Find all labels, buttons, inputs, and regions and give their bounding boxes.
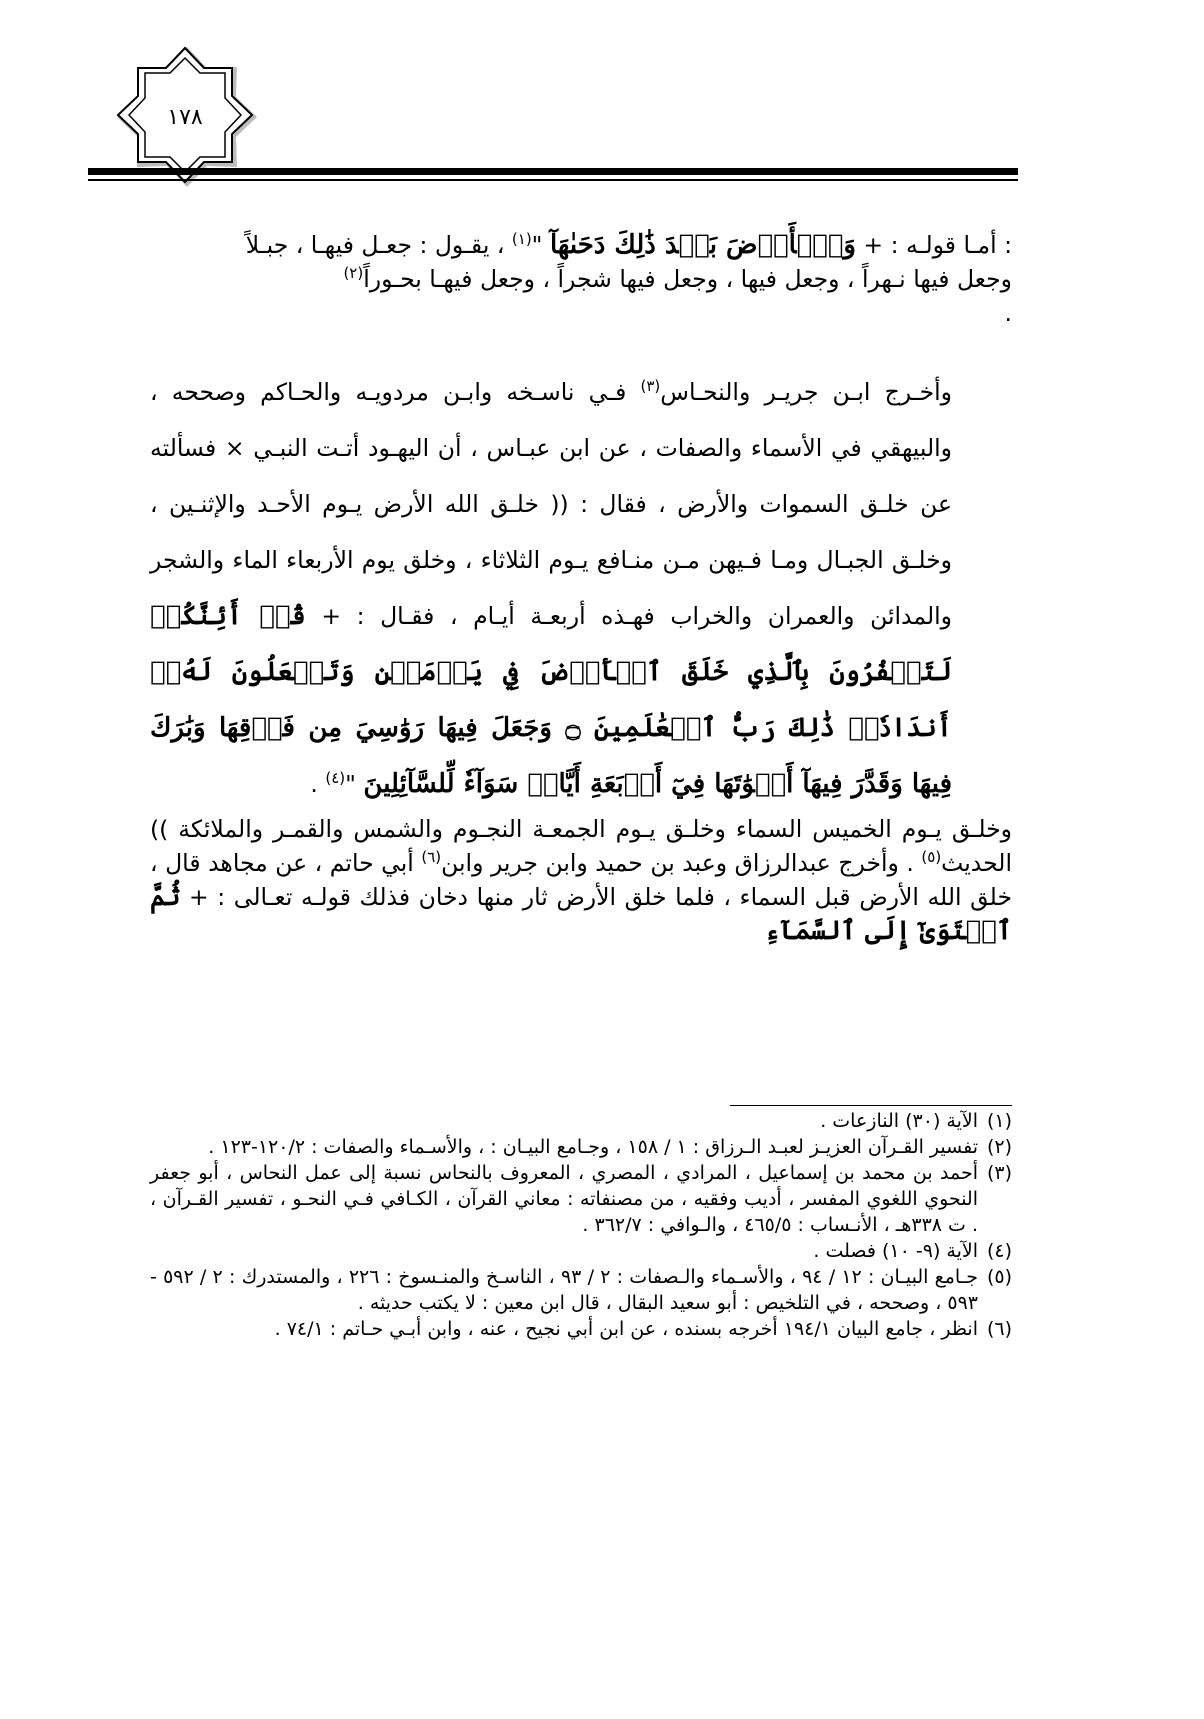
page-number: ١٧٨ [167,105,203,130]
footnote: (٦)انظر ، جامع البيان ١٩٤/١ أخرجه بسنده ، عن ابن أبي نجيح ، عنه ، وابن أبـي حـاتم : ٧٤/١ . [274,1318,1012,1340]
footnote-ref: (٣) [640,377,661,396]
footnotes [150,1108,1012,1342]
footnote-marker: (٦) [986,1318,1012,1340]
footnote-ref: (٥) [921,848,942,867]
footnote-separator [730,1105,1012,1106]
footnote: (١)الآية (٣٠) النازعات . [820,1110,1012,1132]
quran-verse: قُلۡ أَئِنَّكُمۡ لَتَكۡفُرُونَ بِٱلَّذِي خَلَقَ ٱلۡأَرۡضَ فِي يَوۡمَيۡنِ وَتَجۡعَلُونَ لَهُۥٓ أَندَادٗاۚ ذَٰلِكَ رَبُّ ٱلۡعَٰلَمِينَ ۝ وَجَعَلَ فِيهَا رَوَٰسِيَ مِن فَوۡقِهَا وَبَٰرَكَ فِيهَا وَقَدَّرَ فِيهَآ أَقۡوَٰتَهَا فِيٓ أَرۡبَعَةِ أَيَّامٖ سَوَآءٗ لِّلسَّآئِلِينَ [150,601,952,799]
footnote: (٤)الآية (٩- ١٠) فصلت . [813,1240,1012,1262]
header-rule-thin [88,179,1018,181]
footnote: (٥)جـامع البيـان : ١٢ / ٩٤ ، والأسـماء والـصفات : ٢ / ٩٣ ، الناسـخ والمنـسوخ : ٢٢٦ ، والمستدرك : ٢ / ٥٩٢ - ٥٩٣ ، وصححه ، في التلخيص : أبو سعيد البقال ، قال ابن معين : لا يكتب حديثه . [150,1266,1012,1314]
body-text [150,228,1012,948]
footnote-marker: (٤) [986,1240,1012,1262]
quran-verse: وَٱلۡأَرۡضَ بَعۡدَ ذَٰلِكَ دَحَىٰهَآ [549,230,856,260]
footnote-marker: (٥) [986,1266,1012,1288]
paragraph-1: : أمـا قولـه : + وَٱلۡأَرۡضَ بَعۡدَ ذَٰلِكَ دَحَىٰهَآ "$^{(١)}$ ، يقـول : جعـل فيهـا ، جبـلاً وجعل فيها نـهراً ، وجعل فيها ، وجعل فيها شجراً ، وجعل فيهـا بحـوراً$^{(٢)}$ . [245,230,1012,327]
footnote-ref: (٦) [421,848,442,867]
footnote-ref: (١) [511,230,532,249]
footnote-ref: (٤) [325,769,346,788]
footnote-marker: (٣) [986,1162,1012,1184]
quran-verse: ثُمَّ ٱسۡتَوَىٰٓ إِلَى ٱلسَّمَآءِ [150,882,1012,946]
footnote-ref: (٢) [343,264,364,283]
footnote-marker: (١) [986,1110,1012,1132]
footnote: (٢)تفسير القـرآن العزيـز لعبـد الـرزاق : ١ / ١٥٨ ، وجـامع البيـان : ، والأسـماء والصفات : ١٢٠/٢-١٢٣ . [208,1136,1012,1158]
header-rule-thick [88,168,1018,175]
paragraph-3: وخلـق يـوم الخميس السماء وخلـق يـوم الجمعـة النجـوم والشمس والقمـر والملائكة )) الحديث$^{(٥)}$ . وأخرج عبدالرزاق وعبد بن حميد وابن جرير وابن$^{(٦)}$ أبي حاتم ، عن مجاهد قال ، خلق الله الأرض قبل السماء ، فلما خلق الأرض ثار منها دخان فذلك قولـه تعـالى : + ثُمَّ ٱسۡتَوَىٰٓ إِلَى ٱلسَّمَآءِ [150,815,1012,946]
footnote: (٣)أحمد بن محمد بن إسماعيل ، المرادي ، المصري ، المعروف بالنحاس نسبة إلى عمل النحاس ، أبو جعفر النحوي اللغوي المفسر ، أديب وفقيه ، من مصنفاته : معاني القرآن ، الكـافي فـي النحـو ، تفسير القـرآن ، . ت ٣٣٨هـ ، الأنـساب : ٤٦٥/٥ ، والـوافي : ٣٦٢/٧ . [150,1162,1012,1236]
paragraph-2: وأخـرج ابـن جريـر والنحـاس$^{(٣)}$ فـي ناسـخه وابـن مردويـه والحـاكم وصححه ، والبيهقي في الأسماء والصفات ، عن ابن عبـاس ، أن اليهـود أتـت النبـي × فسألته عن خلـق السموات والأرض ، فقال : (( خلـق الله الأرض يـوم الأحـد والإثنـين ، وخلـق الجبـال ومـا فـيهن مـن منـافع يـوم الثلاثاء ، وخلق يوم الأربعاء الماء والشجر والمدائن والعمران والخراب فهـذه أربعـة أيـام ، فقـال : + قُلۡ أَئِنَّكُمۡ لَتَكۡفُرُونَ بِٱلَّذِي خَلَقَ ٱلۡأَرۡضَ فِي يَوۡمَيۡنِ وَتَجۡعَلُونَ لَهُۥٓ أَندَادٗاۚ ذَٰلِكَ رَبُّ ٱلۡعَٰلَمِينَ ۝ وَجَعَلَ فِيهَا رَوَٰسِيَ مِن فَوۡقِهَا وَبَٰرَكَ فِيهَا وَقَدَّرَ فِيهَآ أَقۡوَٰتَهَا فِيٓ أَرۡبَعَةِ أَيَّامٖ سَوَآءٗ لِّلسَّآئِلِينَ "$^{(٤)}$ . [150,377,953,799]
footnote-marker: (٢) [986,1136,1012,1158]
